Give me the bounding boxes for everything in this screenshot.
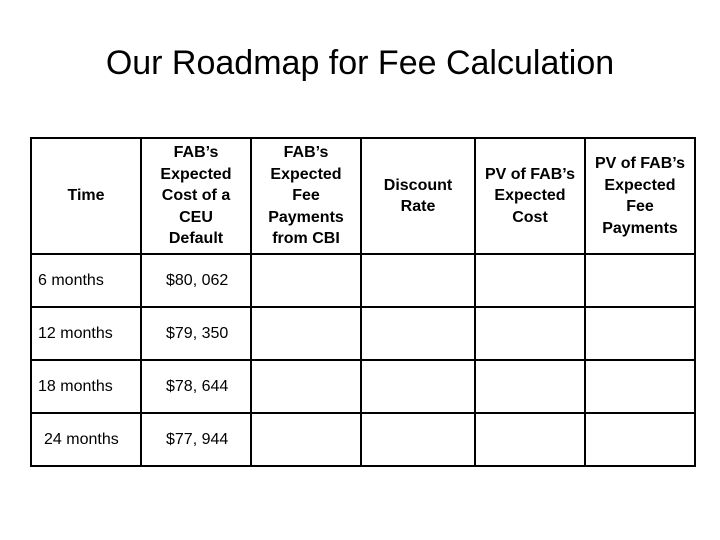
empty-cell [251, 360, 361, 413]
roadmap-table [30, 137, 696, 467]
empty-cell [251, 413, 361, 466]
empty-cell [585, 413, 695, 466]
empty-cell [251, 254, 361, 307]
empty-cell [475, 413, 585, 466]
table-row [31, 254, 695, 307]
header-time: Time [31, 138, 141, 254]
expected-cost-cell: $79, 350 [141, 307, 251, 360]
time-cell: 24 months [31, 413, 141, 466]
empty-cell [475, 360, 585, 413]
header-discount-rate: Discount Rate [361, 138, 475, 254]
empty-cell [585, 360, 695, 413]
time-cell: 6 months [31, 254, 141, 307]
empty-cell [361, 413, 475, 466]
empty-cell [251, 307, 361, 360]
time-cell: 18 months [31, 360, 141, 413]
empty-cell [361, 360, 475, 413]
expected-cost-cell: $78, 644 [141, 360, 251, 413]
slide-title: Our Roadmap for Fee Calculation [105, 44, 615, 82]
header-expected-cost: FAB’s Expected Cost of a CEU Default [141, 138, 251, 254]
header-expected-fee-payments: FAB’s Expected Fee Payments from CBI [251, 138, 361, 254]
table-row [31, 413, 695, 466]
empty-cell [475, 254, 585, 307]
table-row [31, 307, 695, 360]
time-cell: 12 months [31, 307, 141, 360]
empty-cell [361, 307, 475, 360]
empty-cell [585, 307, 695, 360]
empty-cell [361, 254, 475, 307]
header-pv-expected-fee-payments: PV of FAB’s Expected Fee Payments [585, 138, 695, 254]
header-pv-expected-cost: PV of FAB’s Expected Cost [475, 138, 585, 254]
table-row [31, 360, 695, 413]
empty-cell [475, 307, 585, 360]
expected-cost-cell: $77, 944 [141, 413, 251, 466]
table-header-row [31, 138, 695, 254]
expected-cost-cell: $80, 062 [141, 254, 251, 307]
empty-cell [585, 254, 695, 307]
